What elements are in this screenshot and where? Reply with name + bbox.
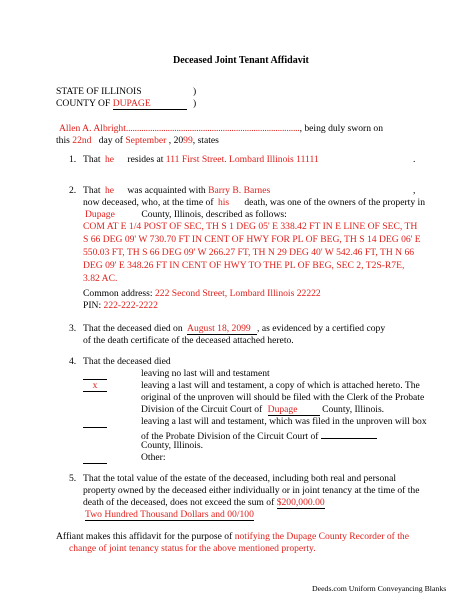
county-paren: ) [193, 98, 197, 109]
affiant-line [56, 124, 383, 134]
state-label: STATE OF ILLINOIS [56, 86, 142, 97]
item-2-line-3-text: County, Illinois, described as follows: [141, 209, 287, 220]
year-prefix: , 20 [168, 135, 184, 146]
date-line [56, 136, 219, 146]
item-5-amount-words [83, 510, 254, 521]
item-3-number: 3. [69, 323, 77, 334]
sworn-text: , being duly sworn on [299, 123, 383, 134]
legal-description-line-4: DEG 09' E 348.26 FT IN CENT OF HWY TO THE PL OF BEG, SEC 2, T2S-R7E, [83, 260, 405, 271]
item-2-line-2a: now deceased, who, at the time of [83, 197, 214, 208]
item-3-date: August 18, 2099 [187, 324, 257, 335]
item-5-line-2: property owned by the deceased either individually or in joint tenancy at the time of the [83, 485, 420, 496]
document-title: Deceased Joint Tenant Affidavit [173, 55, 309, 66]
common-address-label: Common address: [83, 288, 153, 299]
item-1-pronoun: he [105, 154, 115, 165]
item-2-line-1 [83, 186, 270, 196]
item-1-that: That [83, 154, 101, 165]
item-1-number: 1. [69, 154, 77, 165]
legal-description-line-3: 550.03 FT, TH S 66 DEG 09' W 266.27 FT, TH N 29 DEG 40' W 542.46 FT, TH N 66 [83, 247, 415, 258]
county-value: DUPAGE [113, 99, 187, 110]
option-3-line-2-text: of the Probate Division of the Circuit Court of [141, 431, 319, 442]
item-2-line-3 [83, 210, 287, 220]
option-3-line-3: County, Illinois. [141, 440, 204, 451]
item-2-line-2 [83, 198, 425, 208]
item-3-text-2: , as evidenced by a certified copy [257, 323, 386, 334]
common-address-value: 222 Second Street, Lombard Illinois 22222 [154, 288, 321, 299]
item-3-line-1 [83, 324, 385, 335]
common-address-line [83, 289, 321, 299]
option-2-county: Dupage [268, 405, 320, 416]
item-3-line-2: of the death certificate of the deceased attached hereto. [83, 335, 294, 346]
item-5-line-1: That the total value of the estate of the deceased, including both real and personal [83, 473, 397, 484]
county-label: COUNTY OF [56, 98, 111, 109]
item-2-deceased-name: Barry B. Barnes [208, 185, 271, 196]
item-2-acquainted: was acquainted with [127, 185, 206, 196]
legal-description-line-2: S 66 DEG 09' W 730.70 FT IN CENT OF HWY FOR PL OF BEG, TH S 14 DEG 06' E [83, 234, 421, 245]
affiant-statement: Affiant makes this affidavit for the purpose of [56, 531, 233, 542]
option-2-blank [83, 381, 107, 392]
item-2-pronoun-2: his [217, 197, 230, 208]
purpose-line-2: change of joint tenancy status for the above mentioned property. [69, 543, 316, 554]
affiant-statement-line [56, 532, 409, 542]
this-text: this [56, 135, 70, 146]
option-2-line-3b: County, Illinois. [322, 404, 385, 415]
affiant-dots: ............................................................................... [125, 123, 300, 134]
state-paren: ) [193, 86, 197, 97]
option-4-blank [83, 453, 107, 467]
option-2-line-2: original of the unproven will should be filed with the Clerk of the Probate [141, 392, 425, 403]
item-1-end: . [413, 154, 416, 165]
footer-text: Deeds.com Uniform Conveyancing Blanks [312, 584, 447, 593]
item-4-text: That the deceased died [83, 356, 171, 367]
item-2-pronoun: he [105, 185, 115, 196]
item-5-line-3 [83, 498, 325, 508]
day-value: 22nd [72, 135, 92, 146]
item-2-comma: , [413, 185, 416, 196]
option-2-line-3 [141, 405, 384, 416]
pin-label: PIN: [83, 300, 102, 311]
item-5-amount: $200,000.00 [276, 497, 325, 508]
option-2-line-1: leaving a last will and testament, a copy of which is attached hereto. The [141, 380, 420, 391]
purpose-line-1: notifying the Dupage County Recorder of the [234, 531, 409, 542]
year-value: 99 [183, 135, 193, 146]
option-4-text: Other: [141, 452, 166, 463]
county-heading [56, 99, 187, 110]
item-1-address: 111 First Street. Lombard Illinois 11111 [165, 154, 319, 165]
pin-value: 222-222-2222 [103, 300, 158, 311]
item-5-amount-words-text: Two Hundred Thousand Dollars and 00/100 [85, 509, 254, 520]
item-5-line-3-text: death of the deceased, does not exceed the sum of [83, 497, 275, 508]
item-1-resides: resides at [127, 154, 164, 165]
month-value: September [125, 135, 167, 146]
option-1-text: leaving no last will and testament [141, 368, 270, 379]
option-2-mark: x [83, 381, 107, 392]
states-text: , states [192, 135, 219, 146]
item-2-that: That [83, 185, 101, 196]
item-2-number: 2. [69, 185, 77, 196]
legal-description-line-5: 3.82 AC. [83, 273, 118, 284]
option-2-line-3a: Division of the Circuit Court of [141, 404, 263, 415]
item-1-text [83, 155, 319, 165]
legal-description-line-1: COM AT E 1/4 POST OF SEC, TH S 1 DEG 05' E 338.42 FT IN E LINE OF SEC, TH [83, 221, 418, 232]
item-3-text-1: That the deceased died on [83, 323, 183, 334]
pin-line [83, 301, 158, 311]
item-2-line-2b: death, was one of the owners of the property in [244, 197, 425, 208]
item-5-number: 5. [69, 473, 77, 484]
option-3-blank [83, 417, 107, 431]
affiant-name: Allen A. Albright [59, 123, 126, 134]
item-4-number: 4. [69, 356, 77, 367]
option-3-line-1: leaving a last will and testament, which was filed in the unproven will box [141, 416, 427, 427]
day-of-text: day of [98, 135, 123, 146]
item-2-county: Dupage [85, 209, 115, 220]
